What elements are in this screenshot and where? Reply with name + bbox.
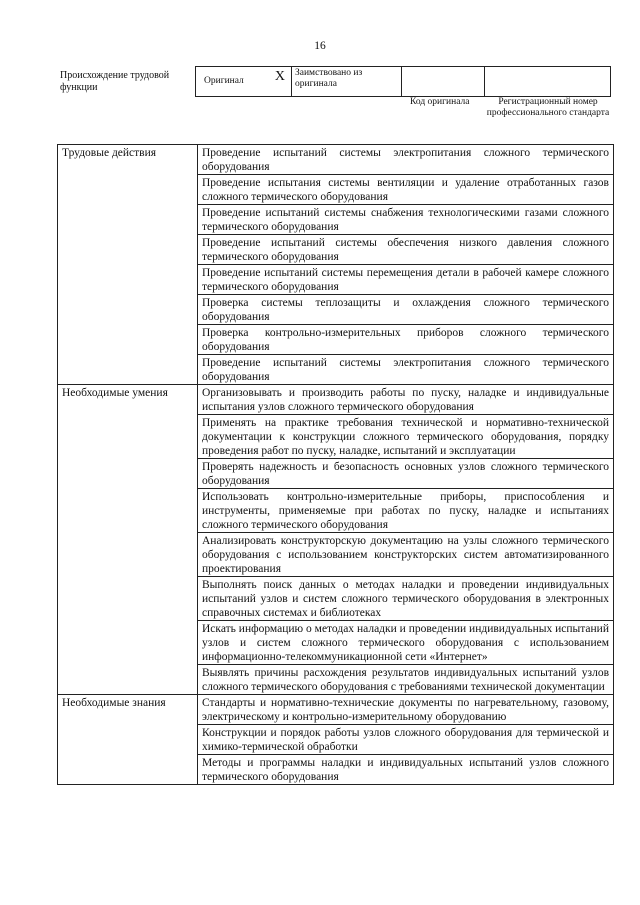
origin-original-label: Оригинал [204, 76, 244, 86]
reg-caption: Регистрационный номер профессионального стандарта [486, 97, 610, 118]
knowledge-item: Конструкции и порядок работы узлов сложного оборудования для термической и химико-термической обработки [198, 725, 614, 755]
action-item: Проведение испытаний системы электропитания сложного термического оборудования [198, 145, 614, 175]
action-item: Проведение испытаний системы снабжения технологическими газами сложного термического оборудования [198, 205, 614, 235]
section-title-knowledge: Необходимые знания [58, 695, 198, 785]
skill-item: Выполнять поиск данных о методах наладки и проведении индивидуальных испытаний узлов и систем сложного термического оборудования в электронных справочных системах и библиотеках [198, 577, 614, 621]
skill-item: Применять на практике требования технической и нормативно-технической документации к конструкции сложного термического оборудования, порядку проведения работ по пуску, наладке, испытаний и эксплуатации [198, 415, 614, 459]
section-title-skills: Необходимые умения [58, 385, 198, 695]
code-caption: Код оригинала [410, 97, 470, 107]
table-row [58, 385, 614, 415]
origin-borrowed-cell: Заимствовано из оригинала [292, 67, 402, 96]
origin-original-mark: X [274, 69, 285, 84]
action-item: Проверка системы теплозащиты и охлаждения сложного термического оборудования [198, 295, 614, 325]
knowledge-item: Методы и программы наладки и индивидуальных испытаний узлов сложного термического оборудования [198, 755, 614, 785]
origin-original-cell [196, 67, 292, 96]
skill-item: Искать информацию о методах наладки и проведении индивидуальных испытаний узлов и систем сложного термического оборудования с использованием информационно-телекоммуникационной сети «Интернет» [198, 621, 614, 665]
section-title-actions: Трудовые действия [58, 145, 198, 385]
action-item: Проведение испытаний системы перемещения детали в рабочей камере сложного термического оборудования [198, 265, 614, 295]
skill-item: Анализировать конструкторскую документацию на узлы сложного термического оборудования с использованием конструкторских систем автоматизированного проектирования [198, 533, 614, 577]
table-row [58, 145, 614, 175]
skill-item: Организовывать и производить работы по пуску, наладке и индивидуальные испытания узлов сложного термического оборудования [198, 385, 614, 415]
origin-label: Происхождение трудовой функции [60, 70, 170, 93]
origin-table [195, 66, 611, 97]
skill-item: Использовать контрольно-измерительные приборы, приспособления и инструменты, применяемые при работах по пуску, наладке и испытаниях сложного термического оборудования [198, 489, 614, 533]
action-item: Проведение испытания системы вентиляции и удаление отработанных газов сложного термического оборудования [198, 175, 614, 205]
origin-code-cell [402, 67, 485, 96]
page-number: 16 [314, 40, 326, 52]
knowledge-item: Стандарты и нормативно-технические документы по нагревательному, газовому, электрическому и контрольно-измерительному оборудованию [198, 695, 614, 725]
skill-item: Выявлять причины расхождения результатов индивидуальных испытаний узлов сложного термического оборудования с требованиями технической документации [198, 665, 614, 695]
function-table [57, 144, 614, 785]
table-row [58, 695, 614, 725]
skill-item: Проверять надежность и безопасность основных узлов сложного термического оборудования [198, 459, 614, 489]
origin-reg-cell [485, 67, 610, 96]
action-item: Проведение испытаний системы электропитания сложного термического оборудования [198, 355, 614, 385]
action-item: Проведение испытаний системы обеспечения низкого давления сложного термического оборудования [198, 235, 614, 265]
action-item: Проверка контрольно-измерительных приборов сложного термического оборудования [198, 325, 614, 355]
